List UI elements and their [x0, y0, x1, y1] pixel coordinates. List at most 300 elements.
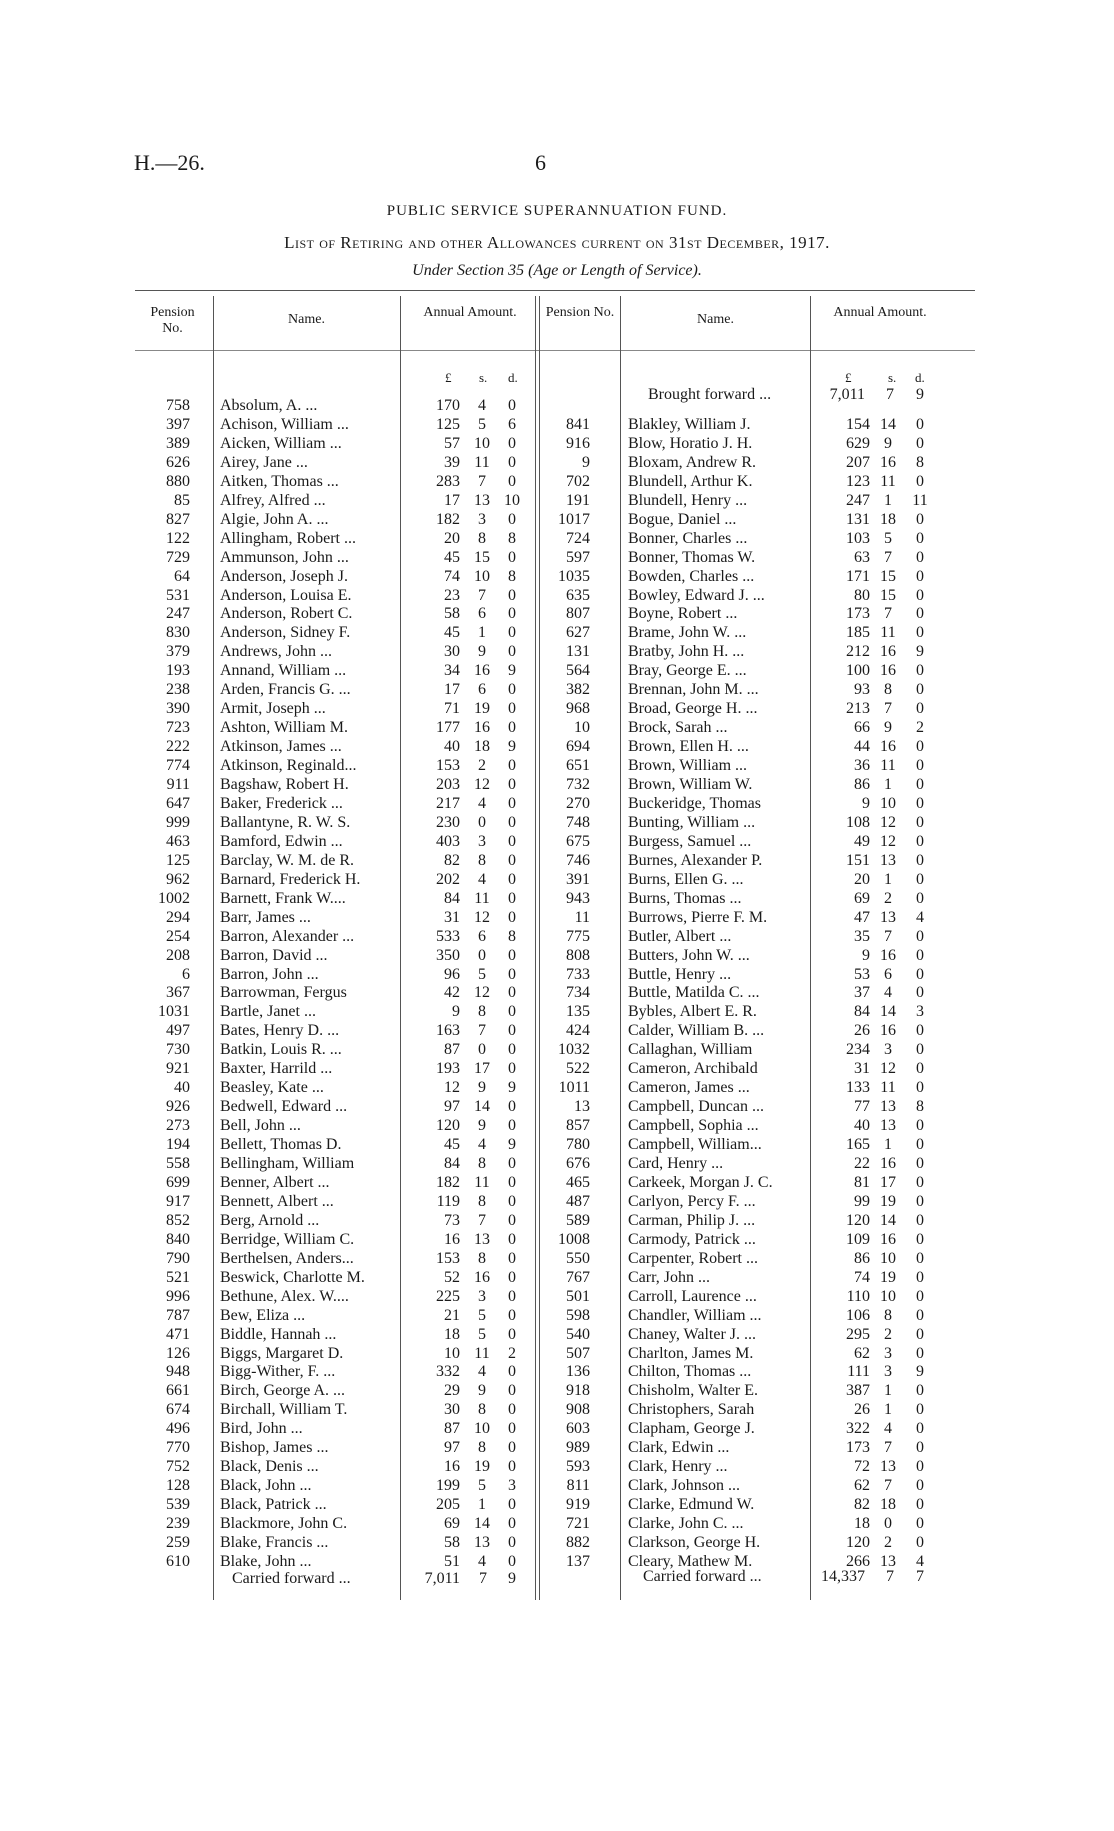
- right-cell-d: 11: [912, 491, 928, 509]
- right-cell-no: 11: [574, 908, 590, 926]
- right-table-row: [0, 680, 1114, 699]
- right-cell-name: Campbell, Sophia ...: [628, 1117, 759, 1135]
- right-cell-l: 165: [846, 1136, 870, 1154]
- left-cell-no: 390: [166, 700, 190, 718]
- left-cell-no: 830: [166, 624, 190, 642]
- left-cell-s: 9: [478, 1079, 486, 1097]
- unit-pence-right: d.: [915, 370, 925, 385]
- left-cell-s: 16: [474, 662, 490, 680]
- left-cell-no: 222: [166, 738, 190, 756]
- brought-forward-shillings: 7: [886, 386, 894, 403]
- right-cell-name: Bowden, Charles ...: [628, 567, 755, 585]
- unit-pound-left: £: [445, 370, 452, 385]
- left-cell-l: 30: [444, 1401, 460, 1419]
- right-table-row: [0, 794, 1114, 813]
- right-cell-no: 968: [566, 700, 590, 718]
- left-cell-d: 0: [508, 794, 516, 812]
- right-cell-s: 14: [880, 1003, 896, 1021]
- left-cell-d: 0: [508, 397, 516, 414]
- right-cell-d: 2: [916, 719, 924, 737]
- left-cell-no: 367: [166, 984, 190, 1002]
- right-cell-d: 0: [916, 738, 924, 756]
- right-cell-no: 137: [566, 1552, 590, 1570]
- left-cell-s: 7: [478, 1022, 486, 1040]
- left-cell-no: 125: [166, 851, 190, 869]
- right-table-row: [0, 718, 1114, 737]
- right-cell-name: Campbell, Duncan ...: [628, 1098, 764, 1116]
- right-cell-l: 22: [854, 1155, 870, 1172]
- right-cell-s: 13: [880, 1552, 896, 1570]
- left-cell-d: 0: [508, 548, 516, 566]
- right-cell-s: 1: [884, 776, 892, 793]
- left-cell-l: 20: [444, 529, 460, 547]
- left-cell-l: 16: [444, 1230, 460, 1248]
- left-cell-name: Anderson, Sidney F.: [220, 624, 351, 642]
- left-cell-l: 84: [444, 889, 460, 907]
- left-cell-d: 0: [508, 1401, 516, 1419]
- left-cell-s: 4: [478, 870, 486, 888]
- left-cell-l: 87: [444, 1420, 460, 1438]
- left-cell-name: Beswick, Charlotte M.: [220, 1268, 365, 1286]
- right-cell-s: 12: [880, 832, 896, 850]
- right-table-row: [0, 661, 1114, 680]
- right-cell-name: Carroll, Laurence ...: [628, 1287, 757, 1305]
- left-cell-s: 10: [474, 434, 490, 452]
- right-cell-d: 0: [916, 813, 924, 831]
- left-cell-name: Anderson, Louisa E.: [220, 586, 352, 604]
- left-cell-no: 496: [166, 1420, 190, 1438]
- left-cell-l: 193: [436, 1060, 460, 1078]
- left-cell-d: 0: [508, 719, 516, 737]
- left-cell-name: Barclay, W. M. de R.: [220, 851, 355, 869]
- left-cell-d: 0: [508, 1496, 516, 1514]
- left-cell-name: Barnard, Frederick H.: [220, 870, 361, 888]
- right-cell-d: 0: [916, 681, 924, 699]
- right-cell-s: 7: [884, 700, 892, 718]
- left-cell-name: Bagshaw, Robert H.: [220, 776, 349, 793]
- left-cell-d: 0: [508, 889, 516, 907]
- right-cell-d: 0: [916, 1230, 924, 1248]
- right-cell-no: 522: [566, 1060, 590, 1078]
- right-cell-name: Bratby, John H. ...: [628, 643, 745, 661]
- right-cell-name: Bowley, Edward J. ...: [628, 586, 765, 604]
- left-cell-no: 852: [166, 1211, 190, 1229]
- right-cell-no: 943: [566, 889, 590, 907]
- left-cell-no: 239: [166, 1515, 190, 1533]
- right-cell-l: 86: [854, 776, 870, 793]
- left-cell-s: 8: [478, 1003, 486, 1021]
- right-cell-name: Carlyon, Percy F. ...: [628, 1192, 756, 1210]
- right-cell-name: Burgess, Samuel ...: [628, 832, 752, 850]
- right-cell-no: 780: [566, 1136, 590, 1154]
- right-cell-d: 0: [916, 927, 924, 945]
- left-cell-no: 921: [166, 1060, 190, 1078]
- left-cell-no: 254: [166, 927, 190, 945]
- left-cell-l: 34: [444, 662, 460, 680]
- right-cell-d: 0: [916, 757, 924, 775]
- right-cell-s: 18: [880, 1496, 896, 1514]
- left-cell-name: Armit, Joseph ...: [220, 700, 326, 718]
- left-cell-s: 9: [478, 1117, 486, 1135]
- right-cell-l: 133: [846, 1079, 870, 1097]
- right-cell-s: 16: [880, 1230, 896, 1248]
- left-cell-l: 170: [436, 397, 460, 414]
- right-table-row: [0, 623, 1114, 642]
- left-cell-d: 0: [508, 1268, 516, 1286]
- right-cell-no: 550: [566, 1249, 590, 1267]
- left-cell-d: 0: [508, 1117, 516, 1135]
- right-cell-l: 247: [846, 491, 870, 509]
- left-cell-l: 87: [444, 1041, 460, 1059]
- left-cell-name: Ashton, William M.: [220, 719, 348, 737]
- right-cell-s: 6: [884, 965, 892, 983]
- right-cell-s: 3: [884, 1041, 892, 1059]
- left-cell-s: 1: [478, 624, 486, 642]
- left-cell-d: 0: [508, 1211, 516, 1229]
- right-cell-s: 16: [880, 946, 896, 964]
- right-cell-name: Brennan, John M. ...: [628, 681, 759, 699]
- left-cell-d: 0: [508, 1382, 516, 1400]
- left-cell-no: 294: [166, 908, 190, 926]
- right-cell-d: 0: [916, 832, 924, 850]
- right-cell-s: 15: [880, 567, 896, 585]
- left-cell-no: 497: [166, 1022, 190, 1040]
- left-cell-no: 539: [166, 1496, 190, 1514]
- left-cell-d: 0: [508, 1155, 516, 1172]
- right-cell-s: 1: [884, 1382, 892, 1400]
- left-cell-name: Barron, John ...: [220, 965, 319, 983]
- right-cell-no: 807: [566, 605, 590, 623]
- right-cell-d: 0: [916, 1287, 924, 1305]
- right-table-row: [0, 415, 1114, 434]
- left-cell-l: 52: [444, 1268, 460, 1286]
- left-cell-no: 463: [166, 832, 190, 850]
- left-cell-no: 471: [166, 1325, 190, 1343]
- left-cell-s: 8: [478, 1401, 486, 1419]
- right-cell-no: 9: [582, 453, 590, 471]
- left-cell-l: 125: [436, 415, 460, 433]
- right-cell-d: 0: [916, 984, 924, 1002]
- right-cell-d: 0: [916, 1382, 924, 1400]
- left-cell-s: 4: [478, 397, 486, 414]
- right-cell-s: 2: [884, 1534, 892, 1551]
- left-cell-l: 182: [436, 1173, 460, 1191]
- left-cell-name: Blake, Francis ...: [220, 1534, 329, 1551]
- right-cell-name: Clark, Johnson ...: [628, 1477, 740, 1495]
- right-cell-l: 100: [846, 662, 870, 680]
- right-cell-name: Blow, Horatio J. H.: [628, 434, 753, 452]
- right-cell-name: Clark, Edwin ...: [628, 1439, 730, 1457]
- right-cell-name: Bybles, Albert E. R.: [628, 1003, 757, 1021]
- left-cell-d: 0: [508, 851, 516, 869]
- right-cell-no: 487: [566, 1192, 590, 1210]
- left-cell-d: 0: [508, 605, 516, 623]
- right-cell-s: 17: [880, 1173, 896, 1191]
- left-cell-name: Barr, James ...: [220, 908, 311, 926]
- right-cell-d: 0: [916, 662, 924, 680]
- left-cell-l: 153: [436, 757, 460, 775]
- right-cell-l: 108: [846, 813, 870, 831]
- right-cell-no: 540: [566, 1325, 590, 1343]
- left-cell-name: Bethune, Alex. W....: [220, 1287, 349, 1305]
- right-cell-l: 322: [846, 1420, 870, 1438]
- right-cell-s: 0: [884, 1515, 892, 1533]
- left-cell-s: 13: [474, 1230, 490, 1248]
- right-cell-s: 11: [880, 472, 896, 490]
- right-cell-l: 36: [854, 757, 870, 775]
- left-cell-name: Benner, Albert ...: [220, 1173, 330, 1191]
- left-cell-l: 97: [444, 1098, 460, 1116]
- right-cell-d: 0: [916, 870, 924, 888]
- right-cell-name: Carr, John ...: [628, 1268, 711, 1286]
- right-cell-s: 1: [884, 491, 892, 509]
- left-cell-d: 0: [508, 984, 516, 1002]
- left-cell-l: 16: [444, 1458, 460, 1476]
- right-cell-s: 4: [884, 1420, 892, 1438]
- right-cell-d: 0: [916, 851, 924, 869]
- right-cell-s: 13: [880, 1117, 896, 1135]
- left-cell-name: Aitken, Thomas ...: [220, 472, 339, 490]
- left-cell-no: 752: [166, 1458, 190, 1476]
- left-cell-s: 11: [474, 1173, 490, 1191]
- left-cell-name: Baxter, Harrild ...: [220, 1060, 333, 1078]
- left-cell-no: 128: [166, 1477, 190, 1495]
- left-cell-l: 17: [444, 681, 460, 699]
- right-table-row: [0, 775, 1114, 794]
- right-cell-no: 841: [566, 415, 590, 433]
- right-cell-no: 732: [566, 776, 590, 793]
- right-cell-l: 295: [846, 1325, 870, 1343]
- right-cell-s: 13: [880, 1098, 896, 1116]
- left-cell-s: 6: [478, 927, 486, 945]
- left-cell-no: 730: [166, 1041, 190, 1059]
- left-cell-d: 0: [508, 1552, 516, 1570]
- left-cell-d: 9: [508, 1136, 516, 1154]
- right-table-row: [0, 889, 1114, 908]
- right-cell-d: 0: [916, 946, 924, 964]
- left-cell-d: 0: [508, 908, 516, 926]
- left-cell-d: 0: [508, 1173, 516, 1191]
- right-table-row: [0, 1287, 1114, 1306]
- left-cell-no: 729: [166, 548, 190, 566]
- left-cell-s: 3: [478, 832, 486, 850]
- left-cell-d: 9: [508, 1079, 516, 1097]
- right-cell-name: Burns, Thomas ...: [628, 889, 742, 907]
- left-cell-name: Arden, Francis G. ...: [220, 681, 351, 699]
- left-cell-s: 8: [478, 529, 486, 547]
- header-annual-amount-right: Annual Amount.: [833, 305, 927, 320]
- brought-forward-label: Brought forward ...: [648, 386, 772, 403]
- left-cell-s: 12: [474, 776, 490, 793]
- left-cell-s: 7: [478, 1211, 486, 1229]
- left-cell-d: 0: [508, 1534, 516, 1551]
- left-cell-l: 533: [436, 927, 460, 945]
- left-cell-s: 12: [474, 908, 490, 926]
- right-cell-l: 80: [854, 586, 870, 604]
- right-cell-d: 0: [916, 889, 924, 907]
- right-cell-name: Calder, William B. ...: [628, 1022, 765, 1040]
- left-cell-no: 674: [166, 1401, 190, 1419]
- right-cell-no: 733: [566, 965, 590, 983]
- right-cell-l: 266: [846, 1552, 870, 1570]
- left-cell-s: 8: [478, 851, 486, 869]
- left-cell-l: 45: [444, 1136, 460, 1154]
- left-cell-no: 787: [166, 1306, 190, 1324]
- right-cell-no: 675: [566, 832, 590, 850]
- right-table-row: [0, 1002, 1114, 1021]
- left-cell-d: 6: [508, 415, 516, 433]
- right-cell-no: 1017: [558, 510, 590, 528]
- right-table-row: [0, 1362, 1114, 1381]
- right-cell-d: 0: [916, 1060, 924, 1078]
- left-cell-name: Achison, William ...: [220, 415, 349, 433]
- left-cell-name: Ballantyne, R. W. S.: [220, 813, 351, 831]
- right-table-row: [0, 1344, 1114, 1363]
- left-cell-s: 12: [474, 984, 490, 1002]
- right-cell-l: 86: [854, 1249, 870, 1267]
- right-cell-l: 171: [846, 567, 870, 585]
- right-cell-no: 775: [566, 927, 590, 945]
- left-cell-s: 9: [478, 1382, 486, 1400]
- right-cell-s: 16: [880, 453, 896, 471]
- right-cell-d: 9: [916, 643, 924, 661]
- left-cell-no: 699: [166, 1173, 190, 1191]
- left-cell-no: 558: [166, 1155, 190, 1172]
- right-cell-name: Burnes, Alexander P.: [628, 851, 763, 869]
- right-cell-no: 507: [566, 1344, 590, 1362]
- right-cell-s: 1: [884, 1401, 892, 1419]
- right-cell-d: 0: [916, 776, 924, 793]
- left-cell-s: 16: [474, 719, 490, 737]
- right-cell-s: 16: [880, 643, 896, 661]
- right-cell-l: 49: [854, 832, 870, 850]
- unit-shilling-right: s.: [888, 370, 897, 385]
- right-cell-s: 15: [880, 586, 896, 604]
- right-cell-l: 213: [846, 700, 870, 718]
- right-cell-s: 11: [880, 624, 896, 642]
- right-cell-d: 0: [916, 1420, 924, 1438]
- right-cell-l: 207: [846, 453, 870, 471]
- left-carried-forward-pounds: 7,011: [424, 1570, 460, 1587]
- right-cell-no: 424: [566, 1022, 590, 1040]
- left-cell-name: Black, Denis ...: [220, 1458, 319, 1476]
- right-cell-no: 391: [566, 870, 590, 888]
- right-cell-s: 2: [884, 1325, 892, 1343]
- left-cell-l: 58: [444, 1534, 460, 1551]
- left-cell-s: 7: [478, 472, 486, 490]
- left-cell-name: Berthelsen, Anders...: [220, 1249, 354, 1267]
- right-cell-name: Butters, John W. ...: [628, 946, 750, 964]
- right-table-row: [0, 699, 1114, 718]
- right-cell-d: 8: [916, 1098, 924, 1116]
- left-cell-d: 8: [508, 927, 516, 945]
- left-cell-l: 96: [444, 965, 460, 983]
- right-cell-no: 501: [566, 1287, 590, 1305]
- left-cell-name: Biddle, Hannah ...: [220, 1325, 337, 1343]
- left-cell-s: 3: [478, 1287, 486, 1305]
- left-cell-s: 13: [474, 491, 490, 509]
- right-cell-s: 13: [880, 851, 896, 869]
- right-cell-l: 111: [847, 1363, 870, 1381]
- right-cell-s: 1: [884, 870, 892, 888]
- left-cell-d: 0: [508, 1458, 516, 1476]
- right-cell-l: 18: [854, 1515, 870, 1533]
- right-cell-name: Blundell, Arthur K.: [628, 472, 753, 490]
- right-table-row: [0, 832, 1114, 851]
- right-table-row: [0, 1533, 1114, 1552]
- left-cell-d: 0: [508, 453, 516, 471]
- right-cell-name: Christophers, Sarah: [628, 1401, 755, 1419]
- left-cell-name: Berg, Arnold ...: [220, 1211, 320, 1229]
- right-carried-forward-pounds: 14,337: [821, 1568, 865, 1585]
- right-cell-name: Clarkson, George H.: [628, 1534, 761, 1551]
- right-cell-no: 627: [566, 624, 590, 642]
- left-cell-l: 17: [444, 491, 460, 509]
- right-cell-no: 811: [566, 1477, 590, 1495]
- right-cell-name: Buckeridge, Thomas: [628, 794, 762, 812]
- left-cell-s: 17: [474, 1060, 490, 1078]
- left-cell-no: 1031: [158, 1003, 190, 1021]
- right-cell-s: 13: [880, 1458, 896, 1476]
- left-cell-name: Baker, Frederick ...: [220, 794, 343, 812]
- right-cell-name: Clarke, Edmund W.: [628, 1496, 755, 1514]
- right-cell-s: 19: [880, 1268, 896, 1286]
- right-table-row: [0, 1457, 1114, 1476]
- left-cell-l: 350: [436, 946, 460, 964]
- right-cell-l: 74: [854, 1268, 870, 1286]
- left-cell-d: 0: [508, 1363, 516, 1381]
- left-cell-d: 0: [508, 586, 516, 604]
- right-cell-name: Carpenter, Robert ...: [628, 1249, 758, 1267]
- right-cell-s: 2: [884, 889, 892, 907]
- right-cell-l: 173: [846, 1439, 870, 1457]
- right-table-row: [0, 1040, 1114, 1059]
- left-cell-s: 0: [478, 1041, 486, 1059]
- page-number: 6: [535, 150, 546, 175]
- right-table-row: [0, 1135, 1114, 1154]
- left-cell-no: 397: [166, 415, 190, 433]
- right-cell-s: 9: [884, 434, 892, 452]
- right-cell-s: 5: [884, 529, 892, 547]
- right-cell-s: 16: [880, 662, 896, 680]
- right-cell-d: 0: [916, 624, 924, 642]
- right-table-row: [0, 1097, 1114, 1116]
- right-table-row: [0, 472, 1114, 491]
- right-cell-l: 99: [854, 1192, 870, 1210]
- left-carried-forward-pence: 9: [508, 1570, 516, 1587]
- unit-pence-left: d.: [508, 370, 518, 385]
- left-cell-l: 82: [444, 851, 460, 869]
- left-cell-s: 11: [474, 889, 490, 907]
- left-cell-l: 332: [436, 1363, 460, 1381]
- right-cell-s: 10: [880, 794, 896, 812]
- left-total-left-rule: [213, 1565, 214, 1600]
- left-cell-l: 199: [436, 1477, 460, 1495]
- right-table-row: [0, 1021, 1114, 1040]
- right-table-row: [0, 1400, 1114, 1419]
- header-pension-no-right: Pension No.: [545, 305, 615, 320]
- right-cell-d: 0: [916, 1515, 924, 1533]
- right-cell-l: 185: [846, 624, 870, 642]
- right-table-row: [0, 1078, 1114, 1097]
- right-cell-name: Brown, William ...: [628, 757, 748, 775]
- left-cell-d: 0: [508, 681, 516, 699]
- unit-shilling-left: s.: [479, 370, 488, 385]
- left-cell-name: Biggs, Margaret D.: [220, 1344, 344, 1362]
- right-cell-no: 465: [566, 1173, 590, 1191]
- left-cell-d: 0: [508, 1287, 516, 1305]
- left-cell-s: 4: [478, 1136, 486, 1154]
